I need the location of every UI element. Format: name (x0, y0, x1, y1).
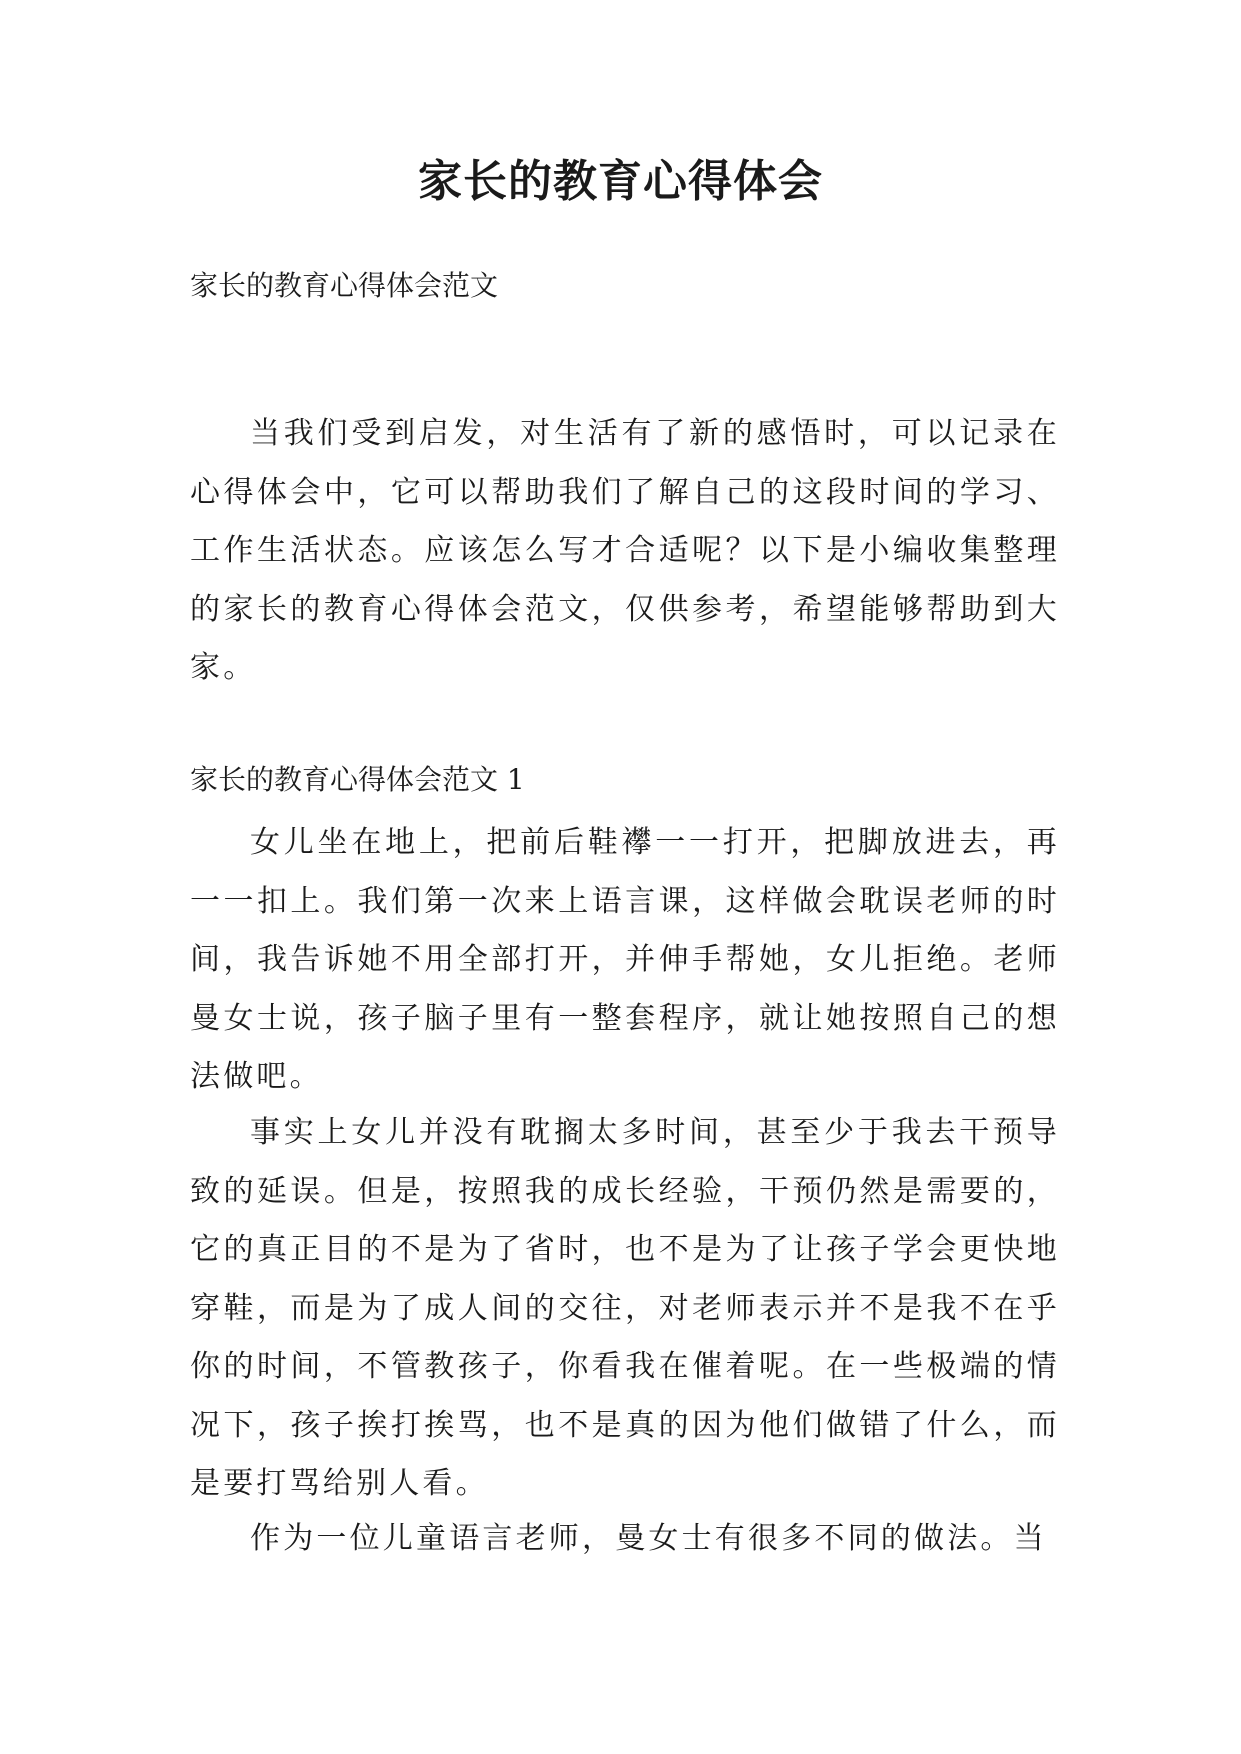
body-paragraph-2: 事实上女儿并没有耽搁太多时间，甚至少于我去干预导致的延误。但是，按照我的成长经验，干预仍然是需要的，它的真正目的不是为了省时，也不是为了让孩子学会更快地穿鞋，而是为了成人间的交往，对老师表示并不是我不在乎你的时间，不管教孩子，你看我在催着呢。在一些极端的情况下，孩子挨打挨骂，也不是真的因为他们做错了什么，而是要打骂给别人看。 (190, 1115, 1060, 1501)
body-paragraph-3: 作为一位儿童语言老师，曼女士有很多不同的做法。当 (250, 1521, 1047, 1556)
section-heading: 家长的教育心得体会范文 1 (190, 763, 525, 796)
body-paragraph-1: 女儿坐在地上，把前后鞋襻一一打开，把脚放进去，再一一扣上。我们第一次来上语言课，这样做会耽误老师的时间，我告诉她不用全部打开，并伸手帮她，女儿拒绝。老师曼女士说，孩子脑子里有一整套程序，就让她按照自己的想法做吧。 (190, 825, 1060, 1094)
document-title: 家长的教育心得体会 (418, 156, 823, 207)
intro-paragraph: 当我们受到启发，对生活有了新的感悟时，可以记录在心得体会中，它可以帮助我们了解自己的这段时间的学习、工作生活状态。应该怎么写才合适呢？以下是小编收集整理的家长的教育心得体会范文，仅供参考，希望能够帮助到大家。 (190, 416, 1060, 685)
document-subtitle: 家长的教育心得体会范文 (190, 269, 499, 302)
